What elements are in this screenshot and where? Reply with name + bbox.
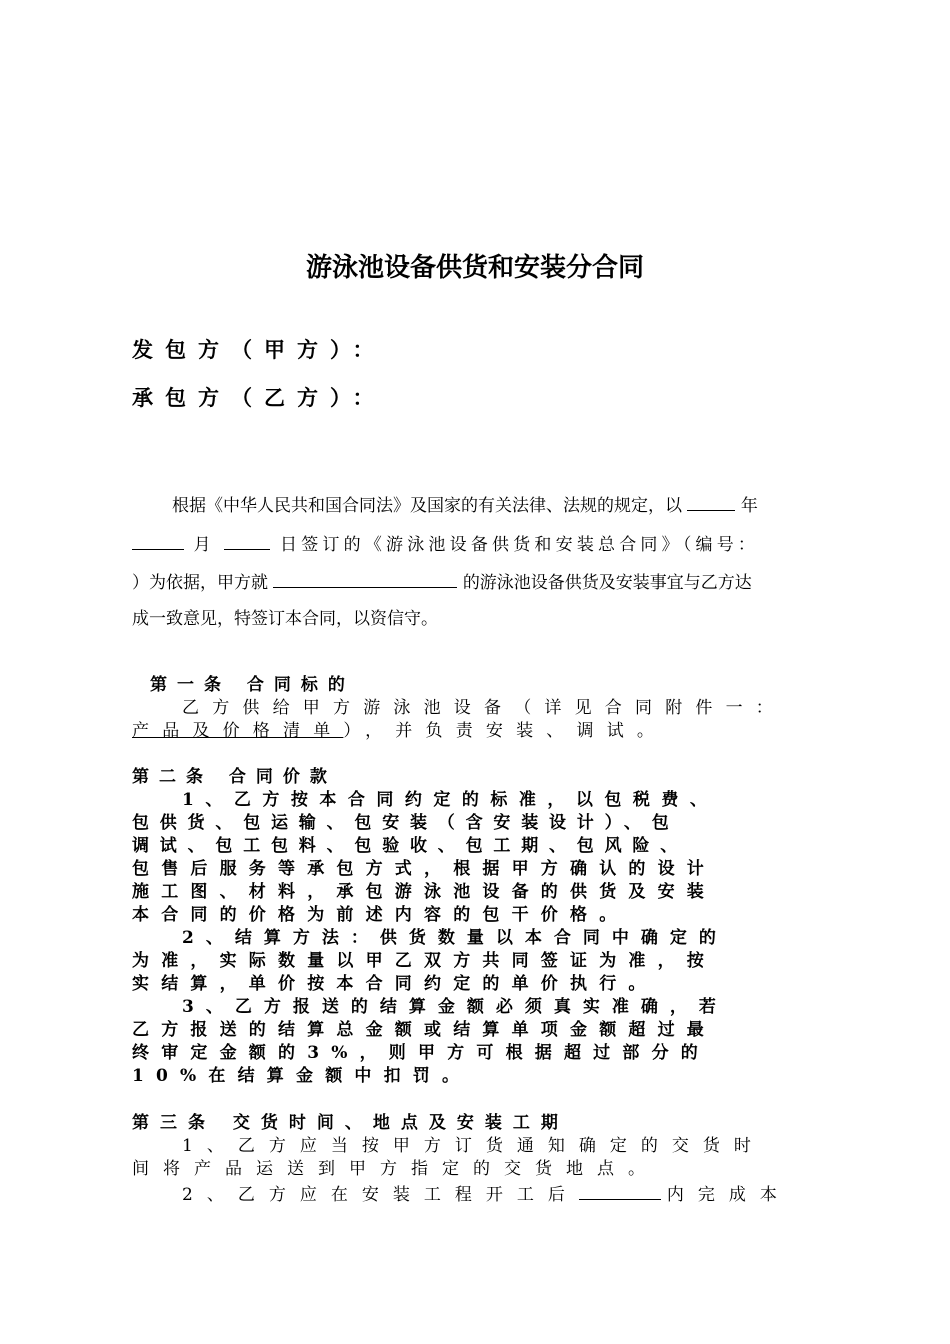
article-3-line-1: 1、乙方应当按甲方订货通知确定的交货时 [182,1136,765,1156]
party-a-label: 发包方（甲方）： [132,337,386,362]
intro-text: ）为依据，甲方就 [132,573,268,593]
article-2-line: 10%在结算金额中扣罚。 [132,1066,472,1086]
intro-text: 根据《中华人民共和国合同法》及国家的有关法律、法规的规定，以 [172,496,682,516]
document-title: 游泳池设备供货和安装分合同 [305,253,644,283]
article-2-line: 施工图、材料，承包游泳池设备的供货及安装 [132,882,716,902]
intro-text: 月 [193,535,215,555]
article-3-text: 2、乙方应在安装工程开工后 [182,1185,579,1205]
article-2-line: 包供货、包运输、包安装（含安装设计）、包 [132,813,680,833]
project-blank [273,569,457,588]
article-2-line: 2、结算方法：供货数量以本合同中确定的 [182,928,728,948]
year-blank [687,492,735,511]
article-3-text: 内完成本 [666,1185,791,1205]
intro-line-2 [132,531,822,557]
article-2-line: 1、乙方按本合同约定的标准，以包税费、 [182,790,719,810]
intro-text: 日签订的《游泳池设备供货和安装总合同》（编号： [280,535,760,555]
article-1-text: ），并负责安装、调试。 [343,721,668,741]
intro-line-4: 成一致意见，特签订本合同，以资信守。 [132,609,438,629]
article-1-line-1: 乙方供给甲方游泳池设备（详见合同附件一： [182,698,786,718]
intro-line-3 [132,569,822,595]
article-2-line: 乙方报送的结算总金额或结算单项金额超过最 [132,1020,716,1040]
product-list-link: 产品及价格清单 [132,721,344,741]
day-blank [224,531,270,550]
intro-text: 年 [740,496,758,516]
article-2-line: 本合同的价格为前述内容的包干价格。 [132,905,629,925]
article-1-line-2 [132,720,822,743]
month-blank-lead [132,531,184,550]
article-2-line: 实结算，单价按本合同约定的单价执行。 [132,974,658,994]
article-1-heading: 第一条 合同标的 [150,675,355,695]
article-2-line: 3、乙方报送的结算金额必须真实准确，若 [182,997,728,1017]
article-2-line: 终审定金额的3%，则甲方可根据超过部分的 [132,1043,710,1063]
article-2-line: 调试、包工包料、包验收、包工期、包风险、 [132,836,688,856]
article-2-heading: 第二条 合同价款 [132,767,337,787]
duration-blank [579,1181,661,1200]
article-2-line: 为准，实际数量以甲乙双方共同签证为准，按 [132,951,716,971]
intro-line-1 [132,492,822,518]
party-b-label: 承包方（乙方）： [132,385,386,410]
article-3-line-3 [132,1181,812,1207]
article-3-line-2: 间将产品运送到甲方指定的交货地点。 [132,1159,659,1179]
article-2-line: 包售后服务等承包方式，根据甲方确认的设计 [132,859,716,879]
intro-text: 的游泳池设备供货及安装事宜与乙方达 [462,573,752,593]
article-3-heading: 第三条 交货时间、地点及安装工期 [132,1113,569,1133]
